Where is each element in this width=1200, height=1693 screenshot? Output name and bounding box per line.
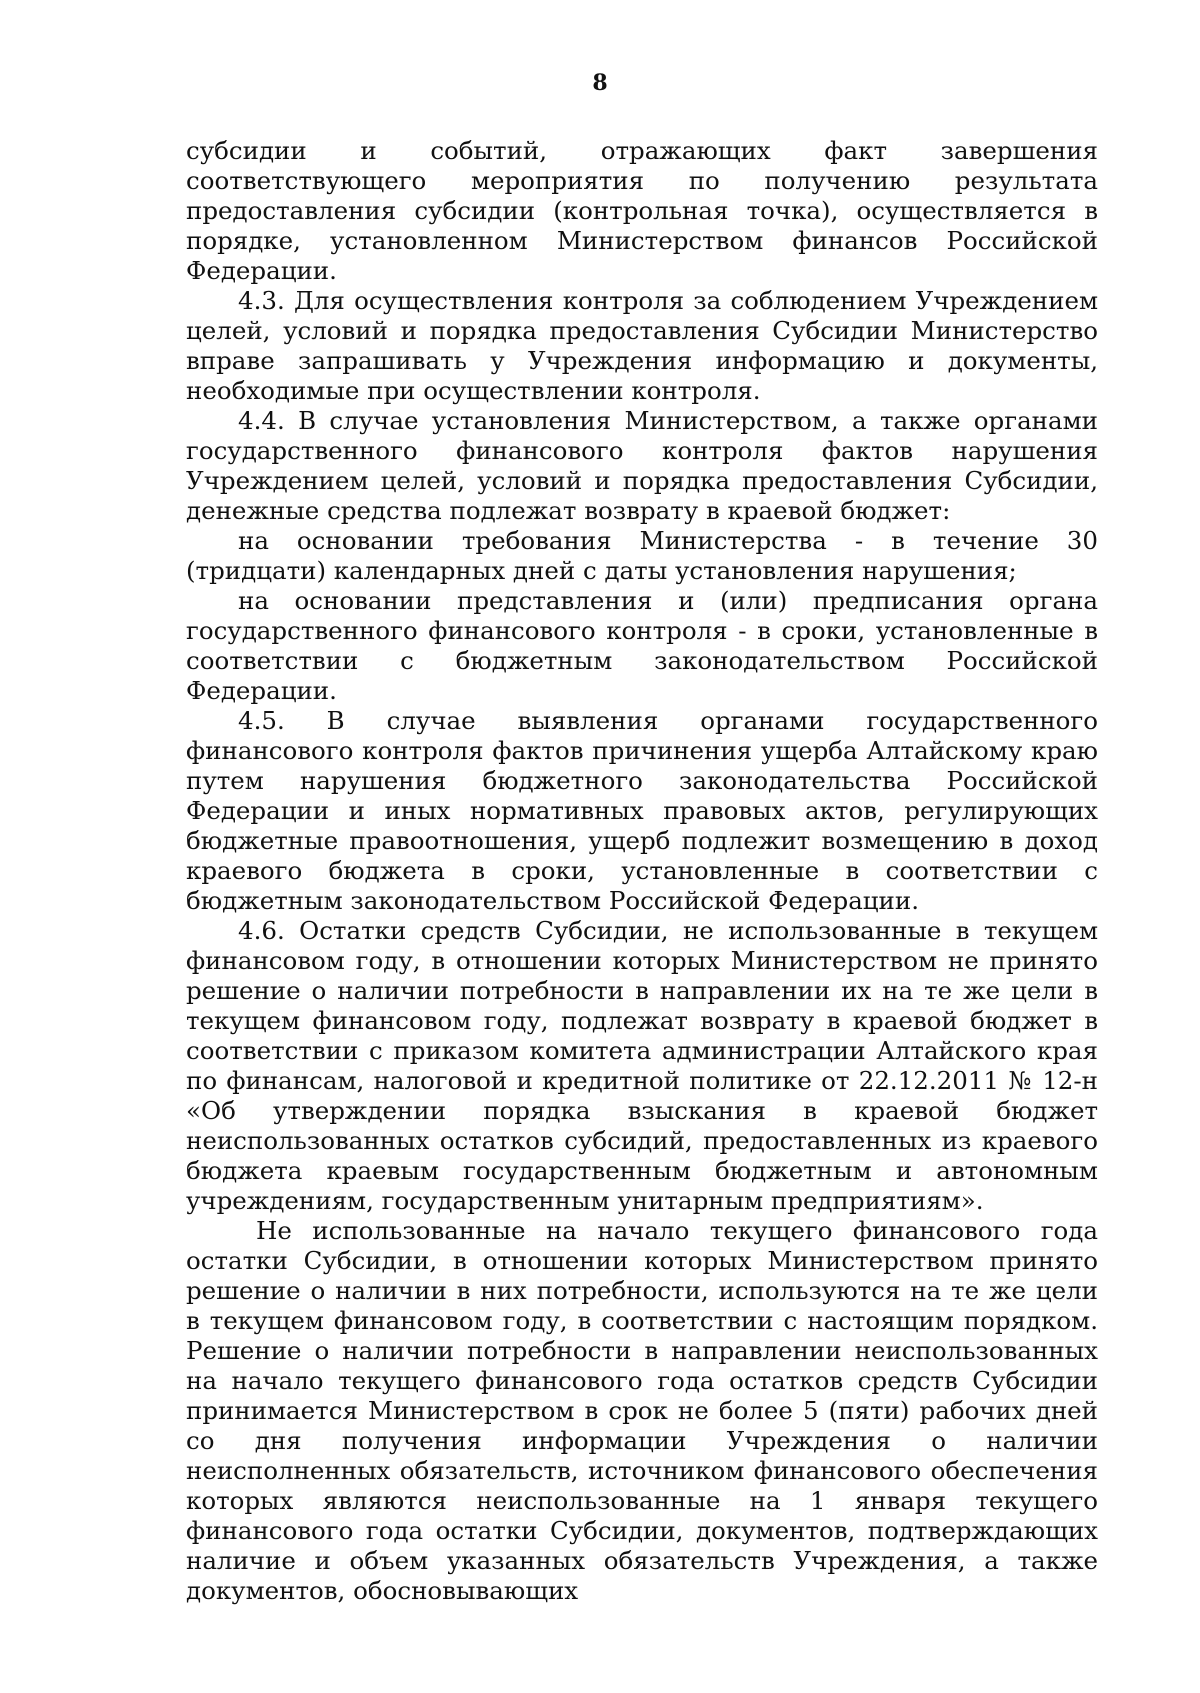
paragraph-4-3: 4.3. Для осуществления контроля за соблюдением Учреждением целей, условий и порядка предоставления Субсидии Министерство вправе запрашивать у Учреждения информацию и документы, необходимые при осуществлении контроля.: [186, 286, 1098, 405]
paragraph-4-4-item-2: на основании представления и (или) предписания органа государственного финансового контроля - в сроки, установленные в соответствии с бюджетным законодательством Российской Федерации.: [186, 586, 1098, 705]
paragraph-unused-balances: Не использованные на начало текущего финансового года остатки Субсидии, в отношении которых Министерством принято решение о наличии в них потребности, используются на те же цели в текущем финансовом году, в соответствии с настоящим порядком. Решение о наличии потребности в направлении неиспользованных на начало текущего финансового года остатков средств Субсидии принимается Министерством в срок не более 5 (пяти) рабочих дней со дня получения информации Учреждения о наличии неисполненных обязательств, источником финансового обеспечения которых являются неиспользованные на 1 января текущего финансового года остатки Субсидии, документов, подтверждающих наличие и объем указанных обязательств Учреждения, а также документов, обосновывающих: [186, 1216, 1098, 1605]
paragraph-4-4-item-1: на основании требования Министерства - в течение 30 (тридцати) календарных дней с даты установления нарушения;: [186, 526, 1098, 585]
paragraph-4-6: 4.6. Остатки средств Субсидии, не использованные в текущем финансовом году, в отношении которых Министерством не принято решение о наличии потребности в направлении их на те же цели в текущем финансовом году, подлежат возврату в краевой бюджет в соответствии с приказом комитета администрации Алтайского края по финансам, налоговой и кредитной политике от 22.12.2011 № 12-н «Об утверждении порядка взыскания в краевой бюджет неиспользованных остатков субсидий, предоставленных из краевого бюджета краевым государственным бюджетным и автономным учреждениям, государственным унитарным предприятиям».: [186, 916, 1098, 1215]
page-number: 8: [592, 70, 608, 96]
paragraph-continuation: субсидии и событий, отражающих факт завершения соответствующего мероприятия по получению результата предоставления субсидии (контрольная точка), осуществляется в порядке, установленном Министерством финансов Российской Федерации.: [186, 136, 1098, 285]
paragraph-4-4: 4.4. В случае установления Министерством, а также органами государственного финансового контроля фактов нарушения Учреждением целей, условий и порядка предоставления Субсидии, денежные средства подлежат возврату в краевой бюджет:: [186, 406, 1098, 525]
paragraph-4-5: 4.5. В случае выявления органами государственного финансового контроля фактов причинения ущерба Алтайскому краю путем нарушения бюджетного законодательства Российской Федерации и иных нормативных правовых актов, регулирующих бюджетные правоотношения, ущерб подлежит возмещению в доход краевого бюджета в сроки, установленные в соответствии с бюджетным законодательством Российской Федерации.: [186, 706, 1098, 915]
document-body: [186, 136, 1098, 1606]
